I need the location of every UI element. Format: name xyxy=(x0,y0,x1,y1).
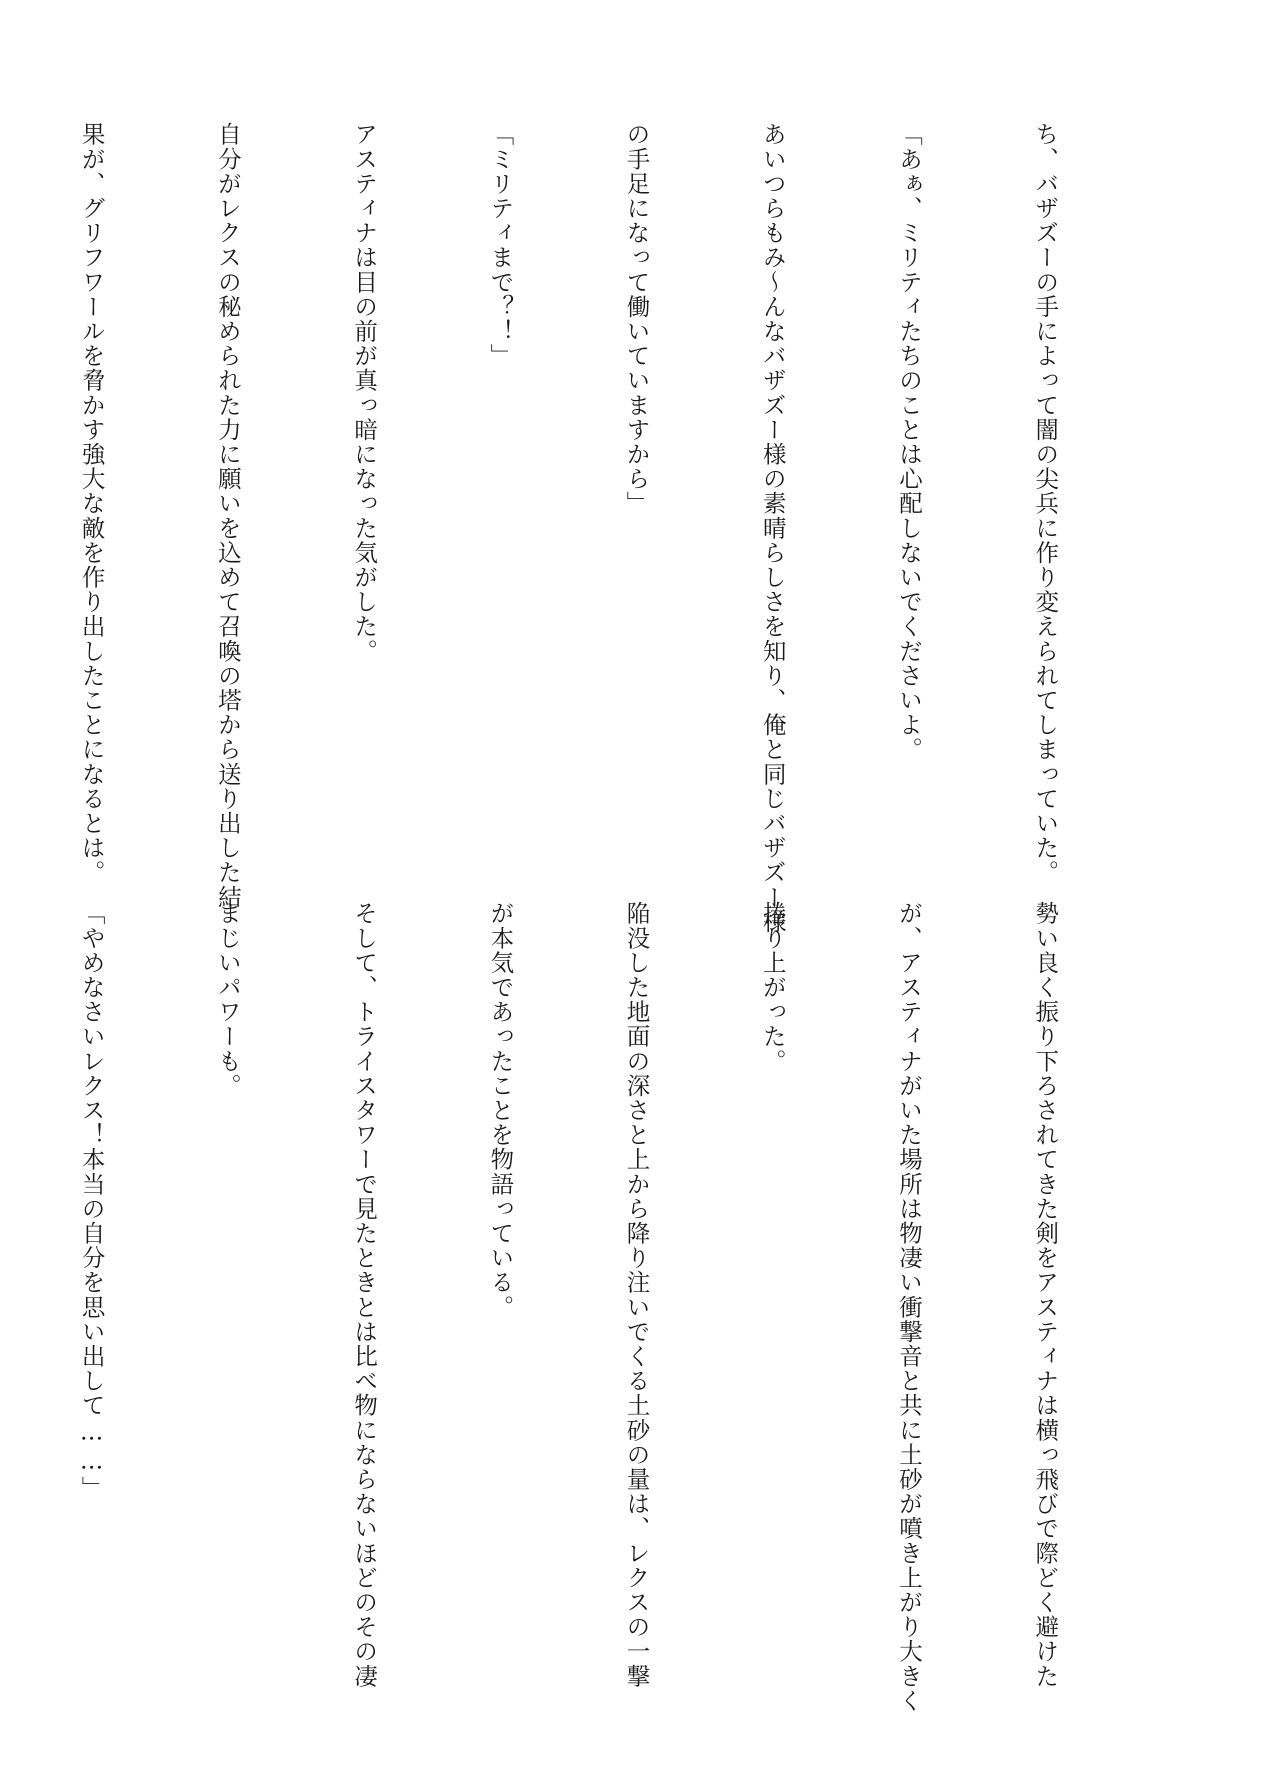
text-line: 陥没した地面の深さと上から降り注いでくる土砂の量は、レクスの一撃 xyxy=(622,901,651,1689)
text-line: 勢い良く振り下ろされてきた剣をアスティナは横っ飛びで際どく避けた xyxy=(1031,901,1060,1689)
text-line: 「あぁ、ミリティたちのことは心配しないでくださいよ。 xyxy=(894,122,923,762)
lower-text-block xyxy=(77,901,1158,1713)
text-line: あいつらもみ～んなバザズー様の素晴らしさを知り、俺と同じバザズー様 xyxy=(758,122,787,934)
text-line: 「やめなさいレクス！本当の自分を思い出して……」 xyxy=(77,901,106,1501)
text-line: アスティナは目の前が真っ暗になった気がした。 xyxy=(350,122,379,664)
text-line: 「ミリティまで？！」 xyxy=(486,122,515,368)
text-line: 果が、グリフワールを脅かす強大な敵を作り出したことになるとは。 xyxy=(77,122,106,885)
text-line: の手足になって働いていますから」 xyxy=(622,122,651,516)
text-line: まじいパワーも。 xyxy=(213,901,242,1098)
text-line: そして、トライスタワーで見たときとは比べ物にならないほどのその凄 xyxy=(350,901,379,1689)
text-line: 自分がレクスの秘められた力に願いを込めて召喚の塔から送り出した結 xyxy=(213,122,242,910)
text-line: が、アスティナがいた場所は物凄い衝撃音と共に土砂が噴き上がり大きく xyxy=(894,901,923,1713)
upper-text-block xyxy=(77,122,1158,934)
text-line: 捲り上がった。 xyxy=(758,901,787,1074)
text-line: ち、バザズーの手によって闇の尖兵に作り変えられてしまっていた。 xyxy=(1031,122,1060,885)
text-line: が本気であったことを物語っている。 xyxy=(486,901,515,1320)
